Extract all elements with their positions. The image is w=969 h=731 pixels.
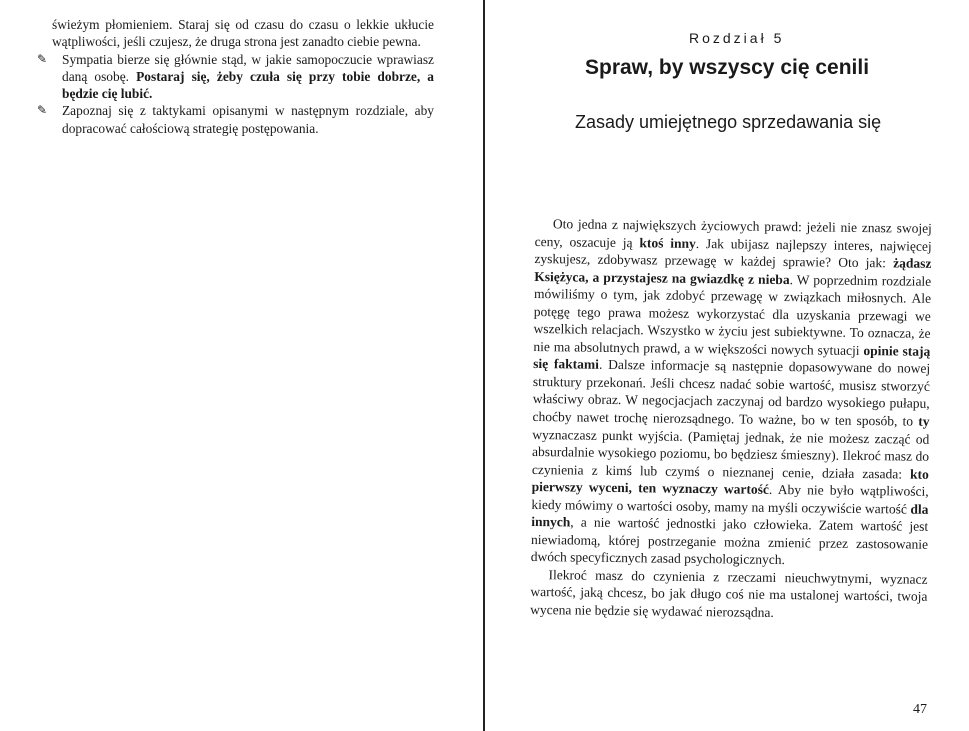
chapter-title: Spraw, by wszyscy cię cenili xyxy=(585,56,870,79)
body-paragraph-1 xyxy=(531,215,932,571)
pencil-bullet-icon: ✎ xyxy=(37,103,48,118)
bold-run: ktoś inny xyxy=(639,234,696,251)
page-gutter-divider xyxy=(483,0,485,731)
text-run: wyznaczasz punkt wyjścia. (Pamiętaj jednak, że nie możesz zacząć od absurdalnie wysokiego poziomu, bo będziesz śmieszny). Ilekroć masz do czynienia z kimś lub czymś o nieznanej cenie, działa zasada: xyxy=(531,426,930,482)
bold-run: dla innych xyxy=(531,501,929,530)
left-page xyxy=(37,16,435,137)
text-run: . Jak ubijasz najlepszy interes, najwięcej zyskujesz, zdobywasz przewagę w każdej sprawie? Oto jak: xyxy=(534,235,932,271)
text-run: , a nie wartość jednostki jako człowieka. Zatem wartość jest niewiadomą, której postrzeganie można zmienić przez zastosowanie dwóch specyficznych zasad psychologicznych. xyxy=(530,514,929,568)
body-paragraph-2: Ilekroć masz do czynienia z rzeczami nieuchwytnymi, wyznacz wartość, jaką chcesz, bo jak długo coś nie ma ustalonej wartości, twoja wycena nie będzie się wydawać nierozsądna. xyxy=(530,567,928,620)
bullet-text: Zapoznaj się z taktykami opisanymi w następnym rozdziale, aby dopracować całościową strategię postępowania. xyxy=(62,103,434,136)
bold-run: opinie stają się faktami xyxy=(533,342,931,373)
text-run: . Aby nie było wątpliwości, kiedy mówimy o wartości osoby, mamy na myśli oczywiście wartość xyxy=(531,482,929,517)
bullet-item-tactics xyxy=(37,102,434,137)
bullet-item-sympathy xyxy=(37,51,435,103)
text-run: . Dalsze informacje są następnie dopasowywane do nowej struktury przekonań. Jeśli chcesz nadać sobie wartość, musisz stworzyć właściwy obraz. W negocjacjach zaczynaj od bardzo wysokiego pułapu, choćby nawet trochę nierozsądnego. To ważne, bo w ten sposób, to xyxy=(532,357,931,429)
chapter-label: Rozdział 5 xyxy=(689,30,785,46)
continuation-paragraph: świeżym płomieniem. Staraj się od czasu do czasu o lekkie ukłucie wątpliwości, jeśli czujesz, że druga strona jest zanadto ciebie pewna. xyxy=(52,17,434,50)
text-run: . W poprzednim rozdziale mówiliśmy o tym, jak zdobyć przewagę w związkach miłosnych. Ale potęgę tego prawa możesz wykorzystać dla uzyskania przewagi we wszelkich relacjach. Wszystko w życiu jest subiektywne. To oznacza, że nie ma absolutnych prawd, a w większości nowych sytuacji xyxy=(533,271,932,358)
bold-run: kto pierwszy wyceni, ten wyznaczy wartość xyxy=(531,466,929,498)
bullet-text: Sympatia bierze się głównie stąd, w jakie samopoczucie wprawiasz daną osobę. xyxy=(62,51,434,84)
bullet-bold-text: Postaraj się, żeby czuła się przy tobie dobrze, a będzie cię lubić. xyxy=(62,68,435,102)
chapter-subtitle: Zasady umiejętnego sprzedawania się xyxy=(575,112,882,132)
bold-run: żądasz Księżyca, a przystajesz na gwiazdkę z nieba xyxy=(534,255,932,287)
pencil-bullet-icon: ✎ xyxy=(37,51,48,66)
text-run: Oto jedna z największych życiowych prawd: jeżeli nie znasz swojej ceny, oszacuje ją xyxy=(534,216,932,250)
chapter-body xyxy=(530,215,932,623)
page-number: 47 xyxy=(913,702,927,717)
bold-run: ty xyxy=(918,413,930,429)
right-page xyxy=(530,0,935,731)
